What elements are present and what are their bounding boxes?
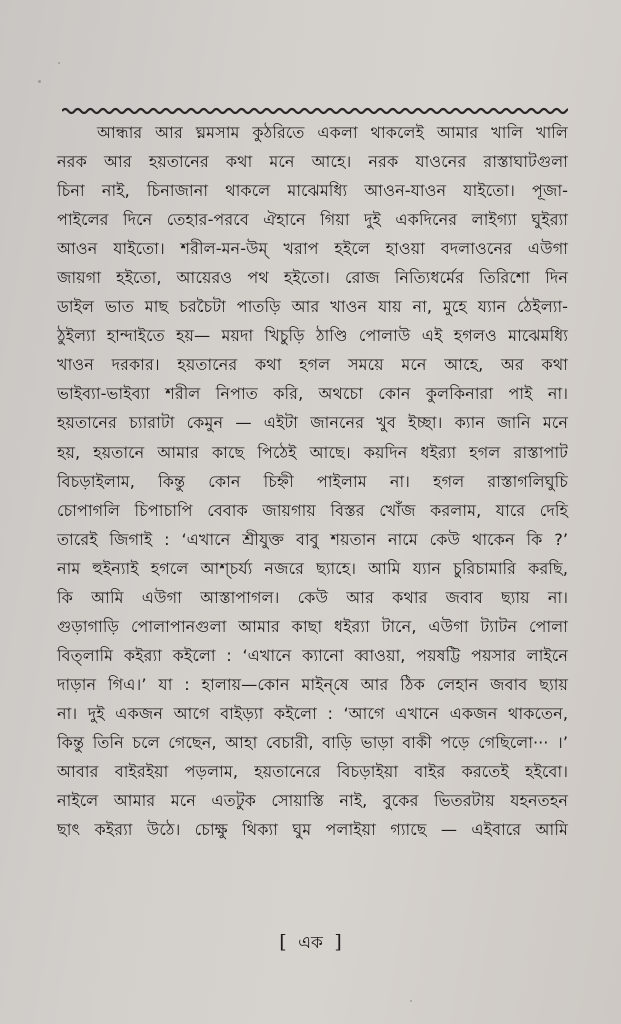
text-line: গুড়াগাড়ি পোলাপানগুলা আমার কাছা ধইর‍্যা টানে, এউগা ট্যাটন পোলা xyxy=(57,616,568,636)
text-line: বিত্‌লামি কইর‍্যা কইলো : ‘এখানে ক্যানো ব্বাওয়া, পয়ষট্টি পয়সার লাইনে xyxy=(57,645,568,665)
text-line: হয়, হয়তানে আমার কাছে পিঠেই আছে। কয়দিন ধইর‍্যা হগল রাস্তাপাট xyxy=(57,442,568,462)
text-line: নরক আর হয়তানের কথা মনে আহে। নরক যাওনের রাস্তাঘাটগুলা xyxy=(57,152,568,172)
text-line: হয়তানের চ্যারাটা কেমুন — এইটা জাননের খুব ইচ্ছা। ক্যান জানি মনে xyxy=(57,413,568,433)
text-line: ডাইল ভাত মাছ চরচৈটা পাতড়ি আর খাওন যায় না, মুহে য্যান ঠেইল্যা- xyxy=(57,297,568,317)
wavy-rule-divider xyxy=(62,104,568,118)
text-line: না। দুই একজন আগে বাইড়্যা কইলো : ‘আগে এখানে একজন থাকতেন, xyxy=(57,703,568,723)
text-line: তারেই জিগাই : ‘এখানে শ্রীযুক্ত বাবু শয়তান নামে কেউ থাকেন কি ?’ xyxy=(57,529,568,549)
page-number-bracket-close: ] xyxy=(334,931,342,953)
text-line: আবার বাইরইয়া পড়লাম, হয়তানেরে বিচড়াইয়া বাইর করতেই হইবো। xyxy=(57,762,568,782)
body-text xyxy=(57,118,568,844)
text-line: কি আমি এউগা আস্তাপাগল। কেউ আর কথার জবাব ছ্যায় না। xyxy=(57,587,568,607)
text-line: ঠুইল্যা হান্দাইতে হয়— ময়দা খিচুড়ি ঠাণ্ডি পোলাউ এই হগলও মাঝেমধ্যি xyxy=(57,326,568,346)
text-line: চোপাগলি চিপাচাপি বেবাক জায়গায় বিস্তর খোঁজ করলাম, যারে দেহি xyxy=(57,500,568,520)
text-line: আন্ধার আর ঘ্নমসাম কুঠরিতে একলা থাকলেই আমার খালি খালি xyxy=(97,123,568,142)
paper-speck xyxy=(410,1000,412,1002)
text-line: পাইলের দিনে তেহার-পরবে ঐহানে গিয়া দুই একদিনের লাইগ্যা ঘুইর‍্যা xyxy=(57,210,568,230)
text-line: জায়গা হইতো, আয়েরও পথ হইতো। রোজ নিত্যিধর্মের তিরিশো দিন xyxy=(57,268,568,288)
text-line: নাম হুইন্যাই হগলে আশ্‌চর্য্য নজরে ছ্যাহে। আমি য্যান চুরিচামারি করছি, xyxy=(57,558,568,578)
text-line: চিনা নাই, চিনাজানা থাকলে মাঝেমধ্যি আওন-যাওন যাইতো। পূজা- xyxy=(57,181,568,201)
text-line: ভাইব্যা-ভাইব্যা শরীল নিপাত করি, অথচো কোন কুলকিনারা পাই না। xyxy=(57,384,568,404)
text-line: খাওন দরকার। হয়তানের কথা হগল সময়ে মনে আহে, অর কথা xyxy=(57,355,568,375)
text-line: আওন যাইতো। শরীল-মন-উম্ খরাপ হইলে হাওয়া বদলাওনের এউগা xyxy=(57,239,568,259)
text-line: দাড়ান গিএ।’ যা : হালায়—কোন মাইন্‌ষে আর ঠিক লেহান জবাব ছ্যায় xyxy=(57,674,568,694)
text-line: ছাৎ কইর‍্যা উঠে। চোক্ষু থিক্যা ঘুম পলাইয়া গ্যাছে — এইবারে আমি xyxy=(57,820,568,840)
text-line: বিচড়াইলাম, কিন্তু কোন চিহ্নী পাইলাম না। হগল রাস্তাগলিঘুচি xyxy=(57,471,568,491)
page-number-bracket-open: [ xyxy=(279,931,287,953)
paper-speck xyxy=(38,80,41,83)
text-line: নাইলে আমার মনে এতটুক সোয়াস্তি নাই, বুকের ভিতরটায় যহনতহন xyxy=(57,791,568,811)
paper-speck xyxy=(58,62,60,64)
text-line: কিন্তু তিনি চলে গেছেন, আহা বেচারী, বাড়ি ভাড়া বাকী পড়ে গেছিলো··· ।’ xyxy=(57,732,568,752)
page-number xyxy=(0,928,621,957)
page-number-value: এক xyxy=(298,933,323,953)
